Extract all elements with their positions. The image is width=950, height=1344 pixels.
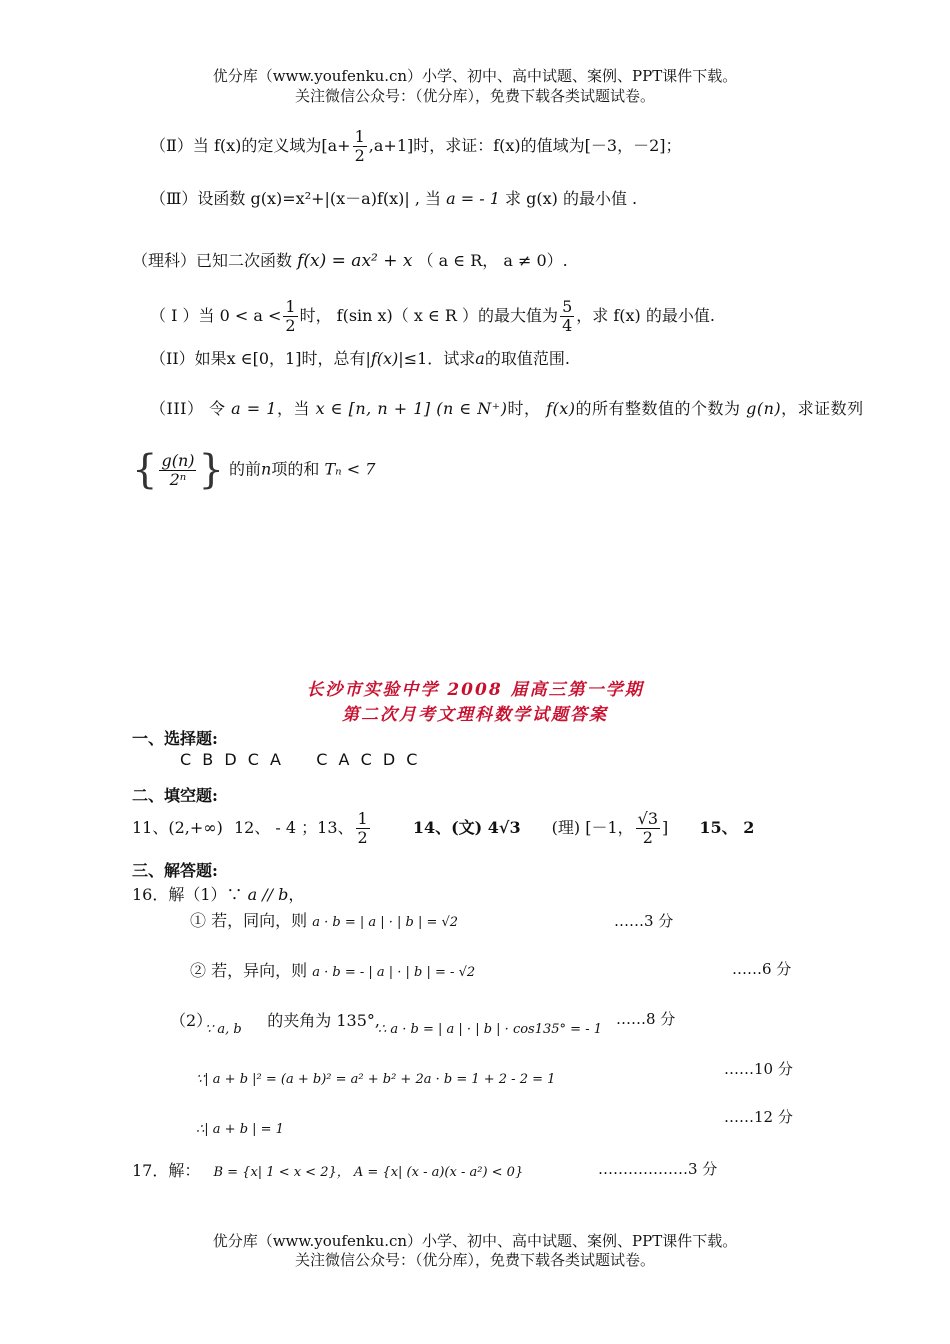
s16-l1-text-a: ① 若 (190, 911, 228, 930)
answer-title-line1: 长沙市实验中学 2008 届高三第一学期 (306, 680, 644, 700)
answer-12: 12、 - 4 ；13、 (233, 818, 354, 837)
s17-text-a: 17．解： (132, 1161, 201, 1180)
li-p1-frac-den: 2 (285, 316, 296, 335)
answer-13-fraction (356, 810, 370, 847)
seq-frac-num: g(n) (161, 450, 195, 470)
li-p1-text-c: ，求 f(x) 的最小值. (576, 306, 715, 325)
part2-text-b: ,a+1]时，求证：f(x)的值域为[－3，－2]； (368, 136, 682, 155)
s16-text-a: 16．解（1）∵ (132, 885, 243, 904)
s16-l5-score: ……12 分 (724, 1108, 793, 1126)
answer-13-den: 2 (357, 828, 368, 847)
left-brace-icon: { (132, 447, 158, 493)
seq-frac-den: 2ⁿ (169, 469, 187, 489)
seq-text-c: 项的和 (271, 459, 320, 479)
li-p3-text-f: f(x) (546, 399, 576, 418)
s16-l3-because: ∵ a, b (205, 1022, 242, 1037)
section1-heading: 一、选择题: (132, 729, 218, 748)
li-p2-text-a: （II）如果 (150, 349, 227, 368)
seq-text-b: n (261, 459, 272, 479)
answer-14-wen: 14、(文) 4√3 (412, 818, 521, 837)
li-p3-text-e: 时， (507, 399, 541, 418)
s16-l3-text-a: （2） (170, 1011, 213, 1030)
li-p2-text-e: a (475, 349, 485, 368)
li-p3-text-h: g(n) (746, 399, 782, 418)
s16-l3-text-b: 的夹角为 135°, (267, 1011, 380, 1030)
s16-l1-score: ……3 分 (614, 912, 674, 930)
page-footer-line1: 优分库（www.youfenku.cn）小学、初中、高中试题、案例、PPT课件下载。 (212, 1232, 738, 1250)
s16-l1-text-b: ， (227, 911, 244, 930)
answer-11: 11、(2,+∞) (132, 818, 223, 837)
part2-text-a: （Ⅱ）当 f(x)的定义域为[a+ (150, 136, 351, 155)
li-p2-text-d: |≤1．试求 (398, 349, 476, 368)
li-p1-frac-num: 1 (285, 297, 296, 316)
s16-l4-score: ……10 分 (724, 1060, 793, 1078)
problem-part2 (150, 128, 682, 165)
li-p3-text-i: ，求证数列 (781, 399, 864, 418)
li-p1-text-a: （ I ）当 0 < a < (150, 306, 282, 325)
s17-expr: B = {x| 1 < x < 2}， A = {x| (x - a)(x - a²) < 0} (213, 1165, 524, 1180)
s16-l1-text-c: 同向，则 (243, 911, 308, 930)
part2-frac-num: 1 (354, 127, 365, 146)
answer-14-li-end: ] (662, 818, 669, 837)
s16-l2-text-b: ， (227, 961, 244, 980)
answer-14-li-den: 2 (642, 828, 653, 847)
li-intro-condition: （ a ∈ R， a ≠ 0）. (417, 251, 568, 270)
li-p1-fraction2 (560, 298, 574, 335)
li-part2 (150, 346, 570, 369)
section2-heading: 二、填空题: (132, 786, 218, 805)
li-p3-text-b: a = 1 (231, 399, 277, 418)
page-header-line2: 关注微信公众号：（优分库），免费下载各类试题试卷。 (294, 87, 655, 105)
part2-fraction (353, 128, 367, 165)
right-brace-icon: } (198, 447, 224, 493)
seq-text-d: Tₙ < 7 (324, 459, 376, 479)
s16-l2-expr: a · b = - | a | · | b | = - √2 (312, 965, 476, 980)
li-intro-text: （理科）已知二次函数 (132, 251, 293, 270)
seq-text-a: 的前 (229, 459, 262, 479)
answer-14-li-fraction (636, 810, 660, 847)
li-part1 (150, 298, 715, 335)
s16-l2-text-a: ② 若 (190, 961, 228, 980)
s16-l3-score: ……8 分 (616, 1010, 676, 1028)
li-p1-text-b: 时， f(sin x)（ x ∈ R ）的最大值为 (299, 306, 559, 325)
s16-line (132, 882, 304, 905)
s16-l2-score: ……6 分 (732, 960, 792, 978)
li-p2-text-b: x ∈[0，1]时，总有| (226, 349, 371, 368)
part2-frac-den: 2 (354, 146, 365, 165)
li-p3-text-c: ，当 (276, 399, 310, 418)
s16-case1 (190, 908, 458, 931)
s16-l2-text-c: 异向，则 (243, 961, 308, 980)
answer-14-li: (理) [－1， (551, 818, 634, 837)
part3-text-a: （Ⅲ）设函数 g(x)=x²+|(x－a)f(x)| , 当 (150, 189, 442, 208)
s16-l3-expr: ∴ a · b = | a | · | b | · cos135° = - 1 (378, 1022, 602, 1037)
s16-condition: a // b (247, 885, 289, 904)
li-p1-fraction (283, 298, 297, 335)
li-intro (132, 248, 568, 271)
page-footer-line2: 关注微信公众号：（优分库），免费下载各类试题试卷。 (294, 1251, 655, 1269)
li-p3-text-d: x ∈ [n, n + 1] (n ∈ N⁺) (315, 399, 508, 418)
li-sequence-line (132, 447, 376, 493)
part3-condition: a = - 1 (446, 189, 500, 208)
li-p3-text-a: （III） 令 (150, 399, 226, 418)
s16-case2 (190, 958, 475, 981)
problem-part3 (150, 186, 637, 209)
s17-line (132, 1158, 523, 1181)
page-header-line1: 优分库（www.youfenku.cn）小学、初中、高中试题、案例、PPT课件下载。 (212, 67, 738, 85)
li-part3 (150, 396, 864, 419)
answer-13-num: 1 (357, 809, 368, 828)
s16-l5-expr: ∴| a + b | = 1 (196, 1122, 284, 1137)
s16-l1-expr: a · b = | a | · | b | = √2 (312, 915, 459, 930)
s16-part2 (170, 1008, 380, 1031)
section2-answers (132, 810, 754, 847)
li-p1-frac2-num: 5 (562, 297, 573, 316)
answer-title-line2: 第二次月考文理科数学试题答案 (342, 705, 608, 725)
answer-15: 15、 2 (699, 818, 755, 837)
answer-14-li-num: √3 (637, 809, 659, 828)
s17-score: ………………3 分 (598, 1160, 718, 1178)
section1-answers: C B D C A C A C D C (180, 750, 421, 769)
li-p1-frac2-den: 4 (562, 316, 573, 335)
li-p2-text-f: 的取值范围. (484, 349, 570, 368)
li-p3-text-g: 的所有整数值的个数为 (575, 399, 741, 418)
li-p2-text-c: f(x) (370, 349, 399, 368)
s16-comma: ， (288, 885, 305, 904)
s16-l4-expr: ∵| a + b |² = (a + b)² = a² + b² + 2a · b = 1 + 2 - 2 = 1 (196, 1072, 556, 1087)
section3-heading: 三、解答题: (132, 861, 218, 880)
seq-fraction (159, 452, 196, 489)
li-intro-function: f(x) = ax² + x (297, 251, 413, 271)
part3-text-b: 求 g(x) 的最小值 . (505, 189, 638, 208)
